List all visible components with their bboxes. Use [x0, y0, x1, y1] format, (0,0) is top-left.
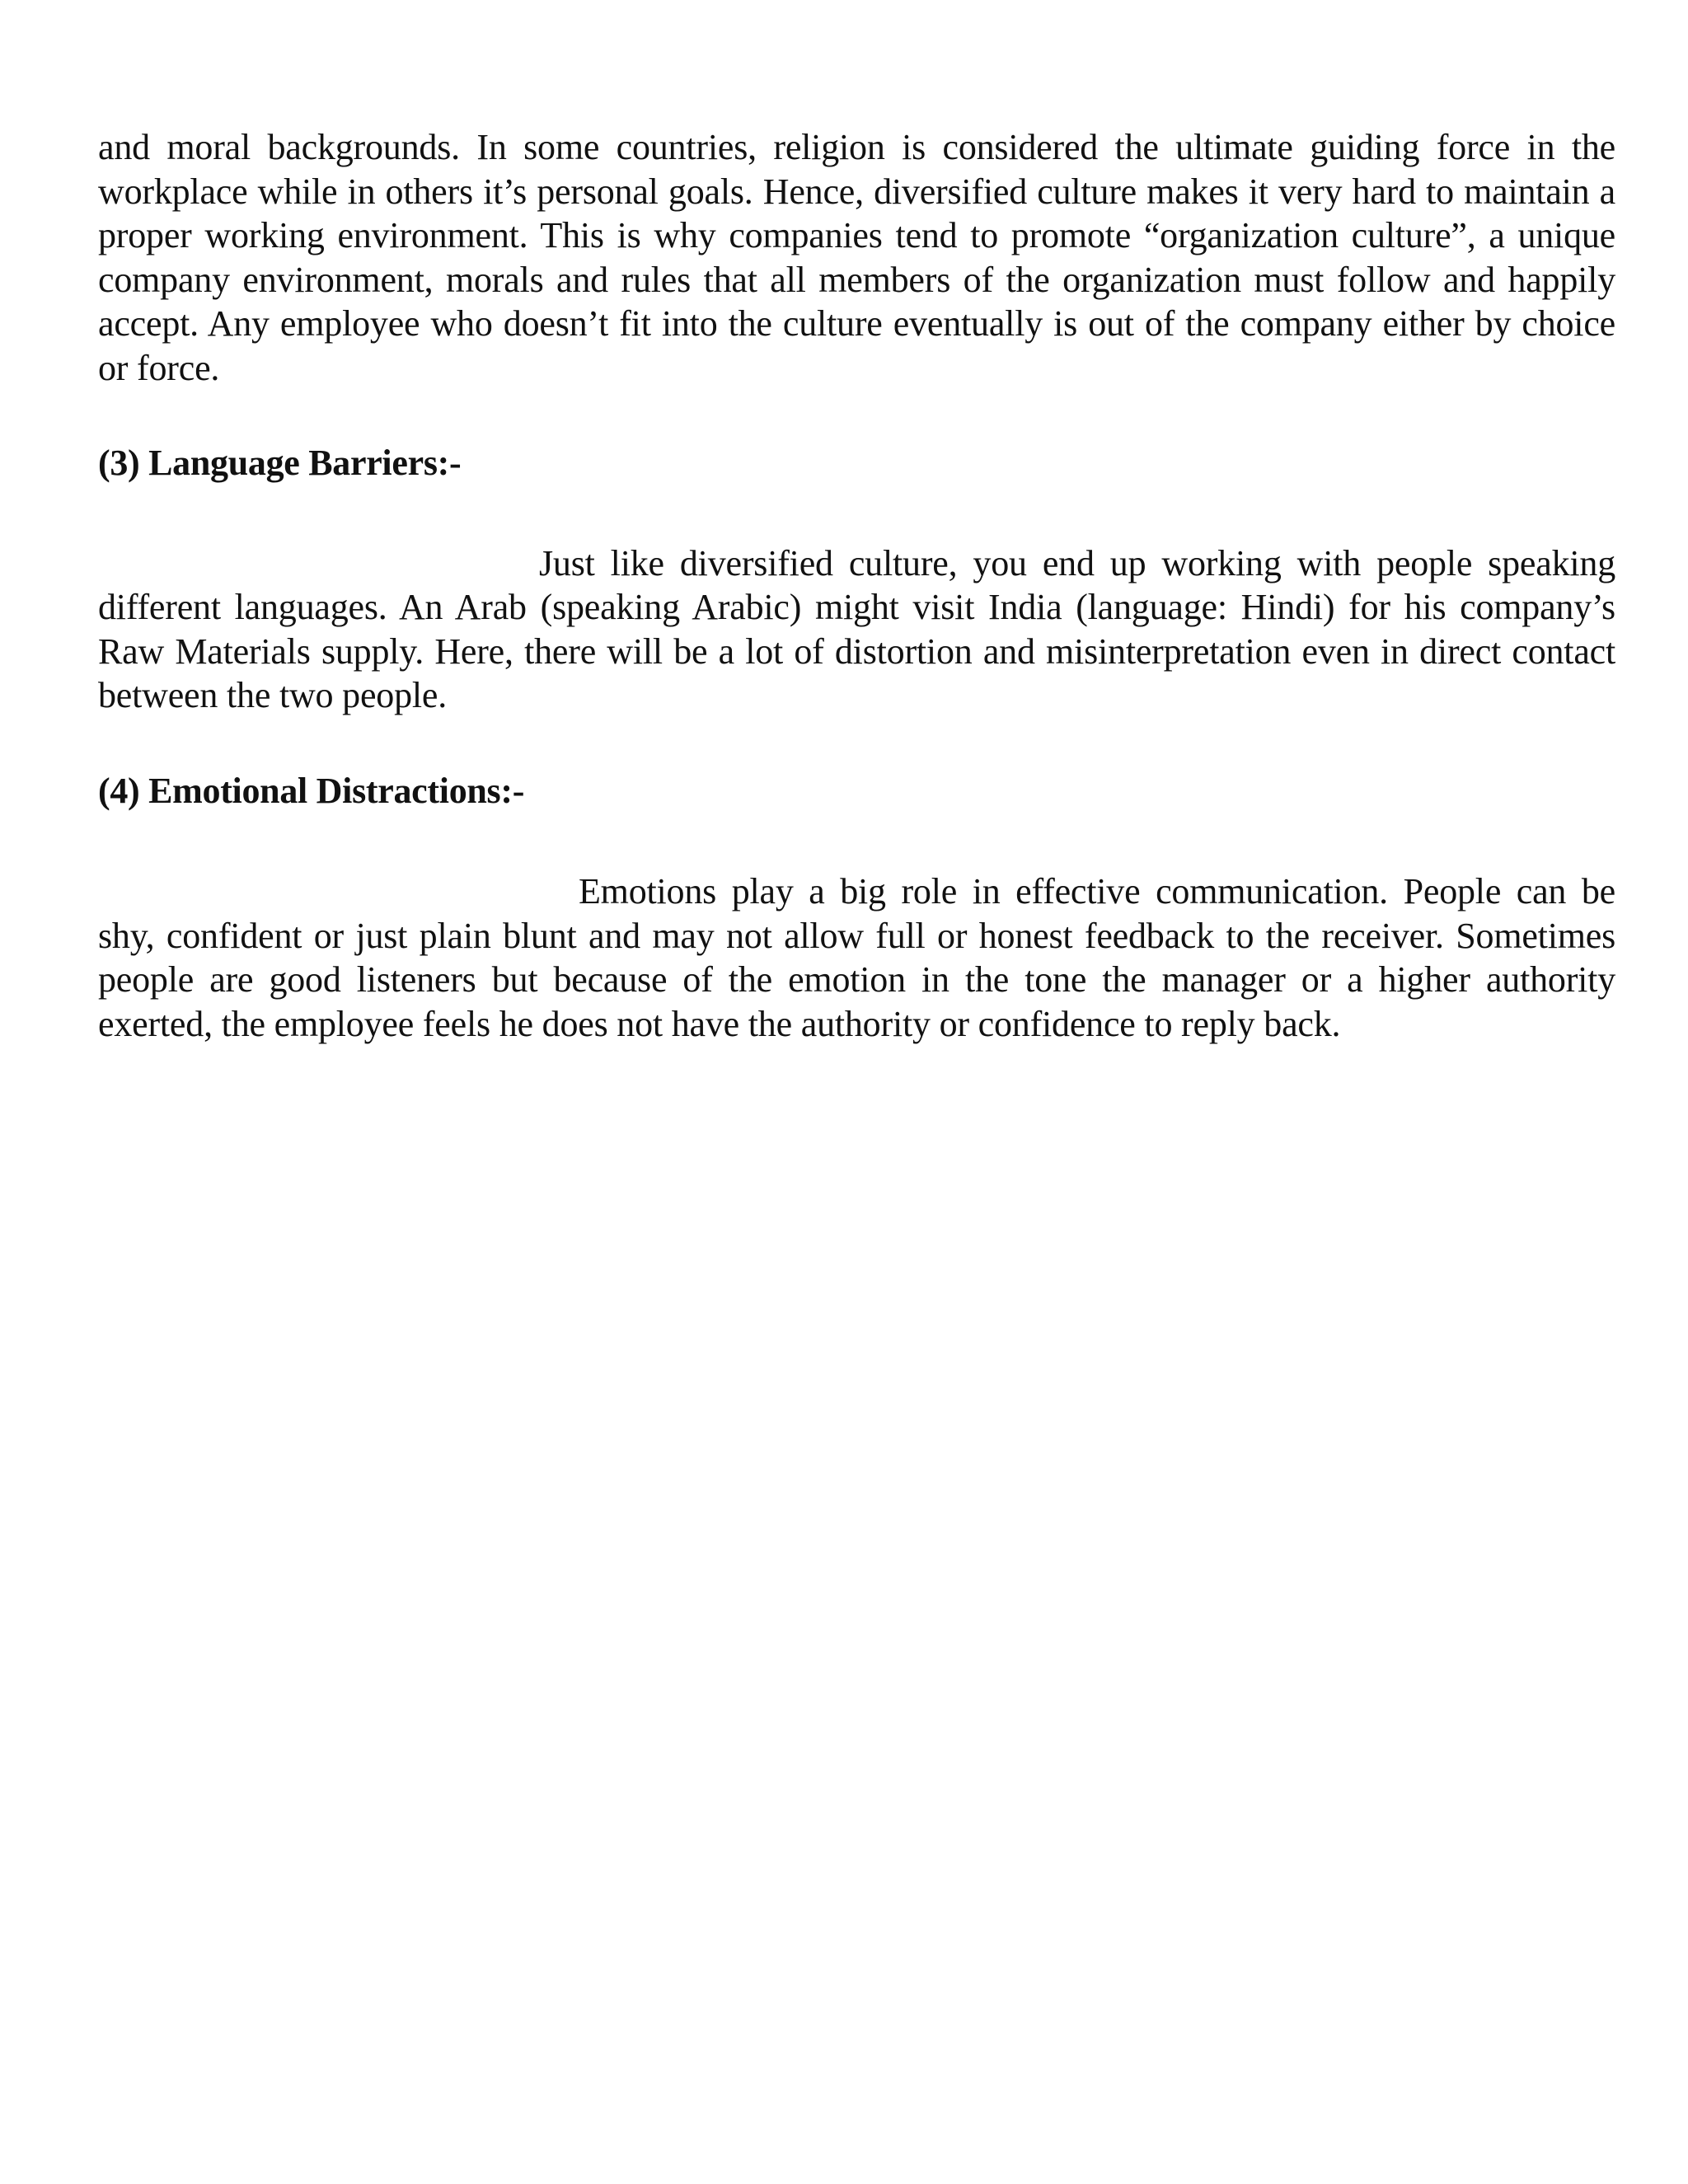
- section-paragraph-emotional-distractions: Emotions play a big role in effective communication. People can be shy, confident or just plain blunt and may not allow full or honest feedback to the receiver. Sometimes people are good listeners but because of the emotion in the tone the manager or a higher authority exerted, the employee feels he does not have the authority or confidence to reply back.: [98, 871, 1615, 1044]
- section-heading-emotional-distractions: (4) Emotional Distractions:-: [98, 770, 525, 811]
- intro-paragraph: and moral backgrounds. In some countries, religion is considered the ultimate guiding force in the workplace while in others it’s personal goals. Hence, diversified culture makes it very hard to maintain a proper working environment. This is why companies tend to promote “organization culture”, a unique company environment, morals and rules that all members of the organization must follow and happily accept. Any employee who doesn’t fit into the culture eventually is out of the company either by choice or force.: [98, 127, 1615, 388]
- section-paragraph-language-barriers: Just like diversified culture, you end up working with people speaking different languages. An Arab (speaking Arabic) might visit India (language: Hindi) for his company’s Raw Materials supply. Here, there will be a lot of distortion and misinterpretation even in direct contact between the two people.: [98, 542, 1615, 715]
- section-heading-language-barriers: (3) Language Barriers:-: [98, 443, 462, 483]
- document-body: [98, 125, 1615, 1046]
